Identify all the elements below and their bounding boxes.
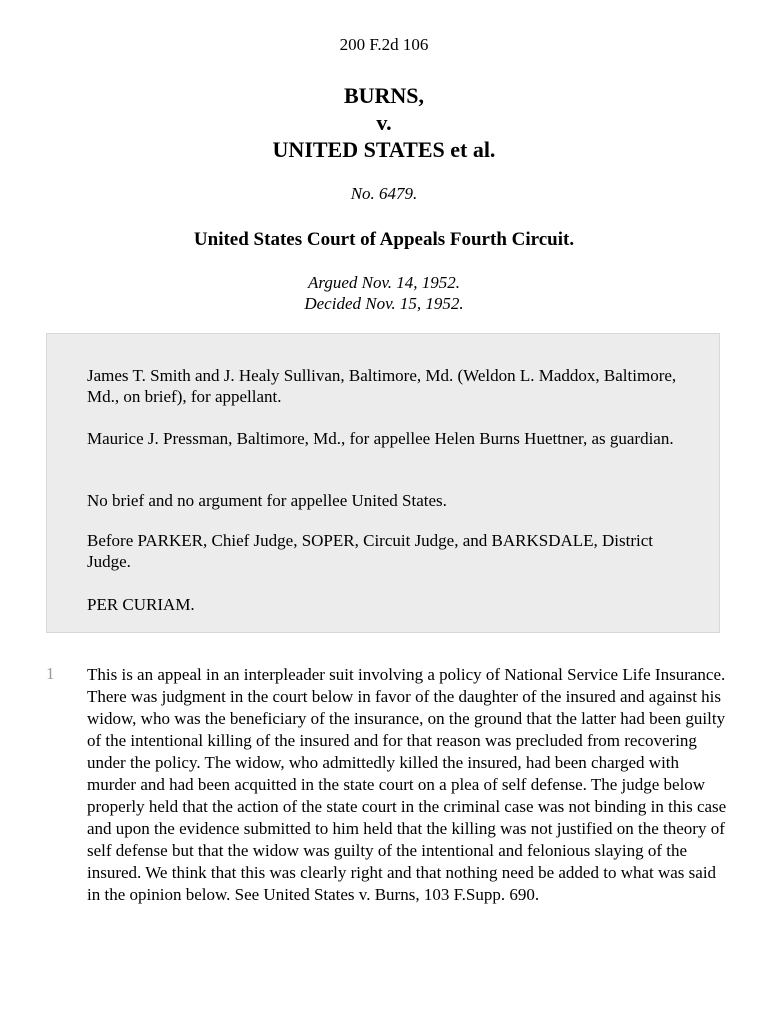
case-title bbox=[0, 82, 768, 163]
judges-panel: Before PARKER, Chief Judge, SOPER, Circuit Judge, and BARKSDALE, District Judge. bbox=[87, 531, 654, 571]
appellant-counsel: James T. Smith and J. Healy Sullivan, Baltimore, Md. (Weldon L. Maddox, Baltimore, Md., on brief), for appellant. bbox=[87, 366, 677, 406]
appellee-name: UNITED STATES et al. bbox=[272, 137, 496, 162]
argued-date: Argued Nov. 14, 1952. bbox=[307, 273, 461, 292]
appellee-counsel: Maurice J. Pressman, Baltimore, Md., for appellee Helen Burns Huettner, as guardian. bbox=[87, 429, 674, 448]
appellant-name: BURNS, bbox=[343, 83, 425, 108]
case-citation: 200 F.2d 106 bbox=[339, 35, 429, 54]
counsel-panel bbox=[46, 333, 720, 633]
court-name: United States Court of Appeals Fourth Circuit. bbox=[193, 229, 575, 250]
decided-date: Decided Nov. 15, 1952. bbox=[304, 294, 464, 313]
versus-label: v. bbox=[376, 110, 392, 135]
docket-number: No. 6479. bbox=[350, 184, 418, 203]
case-dates bbox=[0, 272, 768, 314]
per-curiam-label: PER CURIAM. bbox=[87, 595, 195, 614]
us-appellee-note: No brief and no argument for appellee United States. bbox=[87, 491, 447, 510]
opinion-paragraph: This is an appeal in an interpleader suit involving a policy of National Service Life Insurance. There was judgment in the court below in favor of the daughter of the insured and against his widow, who was the beneficiary of the insurance, on the ground that the latter had been guilty of the intentional killing of the insured and for that reason was precluded from recovering under the policy. The widow, who admittedly killed the insured, had been charged with murder and had been acquitted in the state court on a plea of self defense. The judge below properly held that the action of the state court in the criminal case was not binding in this case and upon the evidence submitted to him held that the killing was not justified on the theory of self defense but that the widow was guilty of the intentional and felonious slaying of the insured. We think that this was clearly right and that nothing need be added to what was said in the opinion below. See United States v. Burns, 103 F.Supp. 690. bbox=[87, 665, 727, 904]
paragraph-number: 1 bbox=[46, 664, 55, 683]
